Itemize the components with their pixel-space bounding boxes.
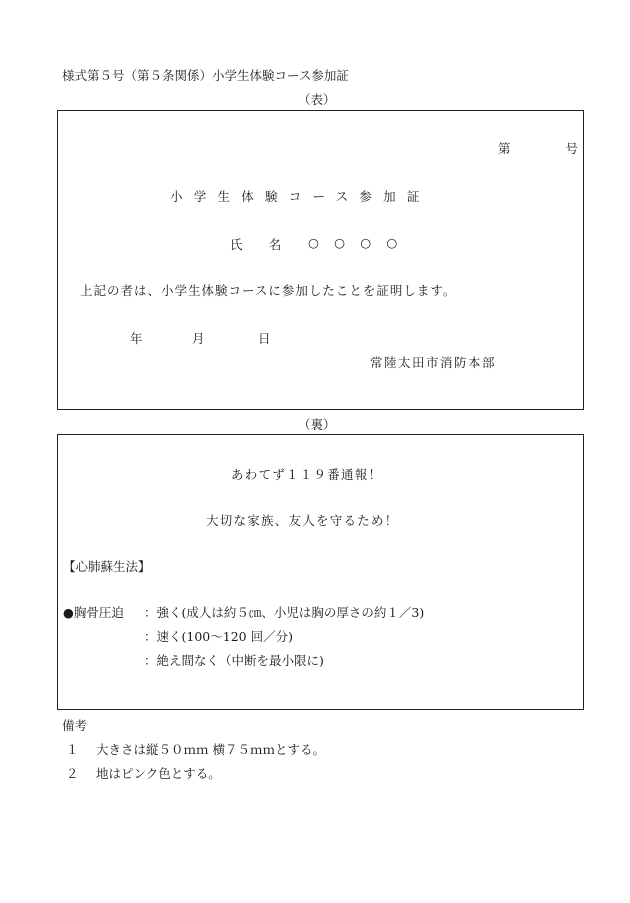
name-value: ○ ○ ○ ○	[308, 235, 403, 250]
date-year: 年	[130, 331, 143, 346]
name-label: 氏 名	[230, 237, 289, 252]
remark-1-text: 大きさは縦５０ｍｍ 横７５ｍｍとする。	[96, 742, 325, 757]
form-title: 様式第５号（第５条関係）小学生体験コース参加証	[62, 68, 349, 83]
chest-compression-label: ●胸骨圧迫	[63, 605, 124, 620]
front-section-label: （表）	[298, 92, 336, 107]
card-title: 小学生体験コース参加証	[170, 189, 431, 204]
date-month: 月	[192, 331, 205, 346]
back-card	[57, 434, 584, 710]
cpr-heading: 【心肺蘇生法】	[63, 559, 151, 574]
issuer: 常陸太田市消防本部	[370, 355, 497, 370]
compression-item-fast: ：速く(100〜120 回／分)	[144, 629, 293, 644]
remark-2-text: 地はピンク色とする。	[96, 766, 221, 781]
certificate-number-label: 第 号	[498, 141, 589, 156]
slogan-protect-family: 大切な家族、友人を守るため！	[206, 513, 399, 528]
compression-item-strong: ：強く(成人は約５㎝、小児は胸の厚さの約１／3)	[144, 605, 425, 620]
certification-text: 上記の者は、小学生体験コースに参加したことを証明します。	[80, 283, 457, 298]
back-section-label: （裏）	[298, 417, 336, 432]
compression-item-continuous: ：絶え間なく（中断を最小限に)	[144, 653, 324, 668]
remarks-heading: 備考	[62, 718, 88, 733]
remark-1-number: １	[66, 742, 79, 757]
date-day: 日	[258, 331, 271, 346]
remark-2-number: ２	[66, 766, 79, 781]
slogan-call-119: あわてず１１９番通報！	[231, 467, 383, 482]
front-card	[57, 110, 589, 410]
